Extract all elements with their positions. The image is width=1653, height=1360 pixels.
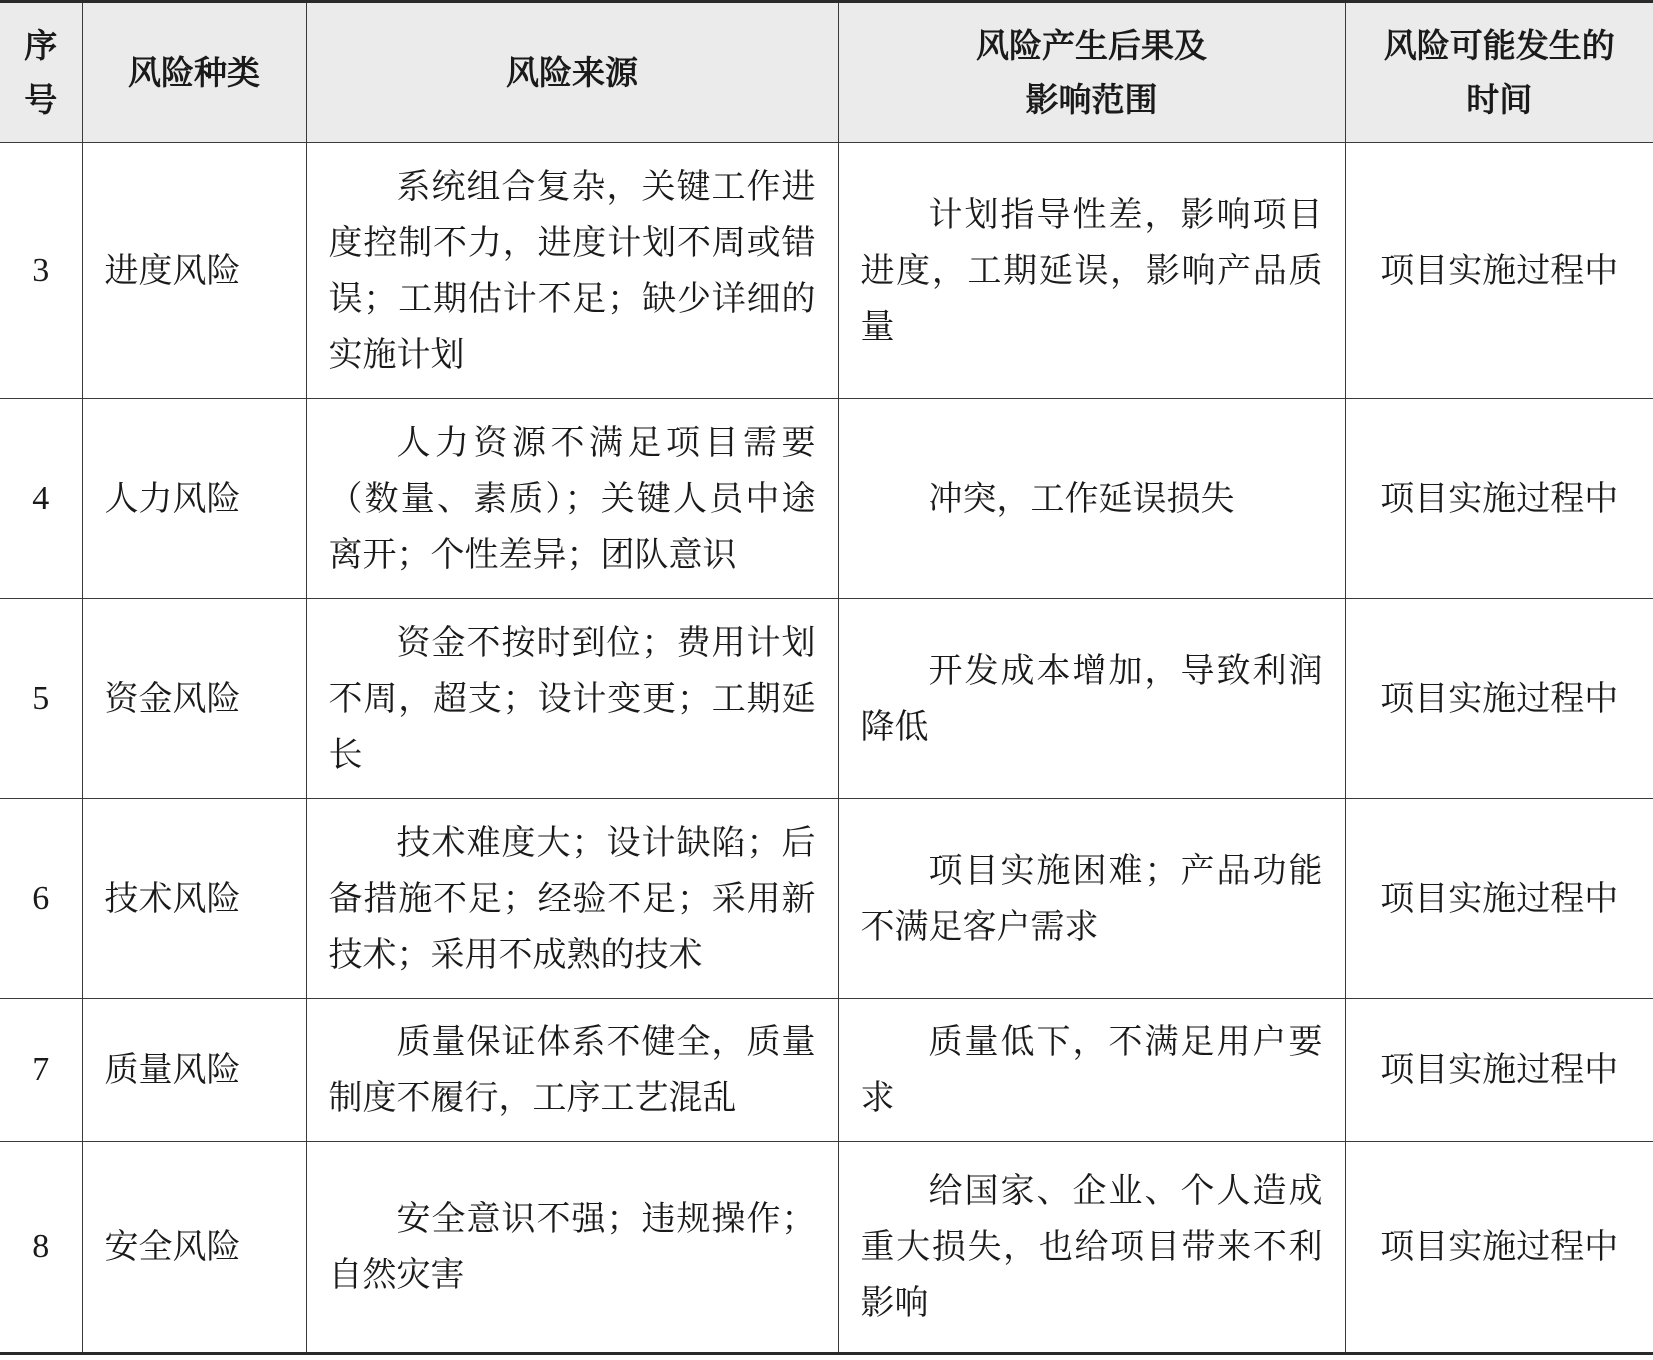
cell-source: 安全意识不强；违规操作；自然灾害 (306, 1142, 838, 1354)
header-no (0, 2, 82, 143)
cell-no: 7 (0, 999, 82, 1142)
cell-type: 进度风险 (82, 143, 306, 399)
header-type-label: 风险种类 (128, 52, 260, 92)
header-row (0, 2, 1653, 143)
cell-type: 安全风险 (82, 1142, 306, 1354)
header-effect-label: 风险产生后果及影响范围 (976, 25, 1207, 119)
cell-effect: 计划指导性差，影响项目进度，工期延误，影响产品质量 (838, 143, 1345, 399)
cell-effect: 项目实施困难；产品功能不满足客户需求 (838, 799, 1345, 999)
cell-time: 项目实施过程中 (1345, 599, 1653, 799)
cell-time: 项目实施过程中 (1345, 143, 1653, 399)
table-row (0, 143, 1653, 399)
cell-source: 人力资源不满足项目需要（数量、素质）；关键人员中途离开；个性差异；团队意识 (306, 399, 838, 599)
cell-effect: 冲突，工作延误损失 (838, 399, 1345, 599)
header-time-label: 风险可能发生的时间 (1383, 25, 1615, 119)
header-source (306, 2, 838, 143)
table-row (0, 599, 1653, 799)
cell-source: 系统组合复杂，关键工作进度控制不力，进度计划不周或错误；工期估计不足；缺少详细的实施计划 (306, 143, 838, 399)
cell-type: 质量风险 (82, 999, 306, 1142)
cell-time: 项目实施过程中 (1345, 799, 1653, 999)
cell-type: 资金风险 (82, 599, 306, 799)
table-header (0, 2, 1653, 143)
cell-type: 人力风险 (82, 399, 306, 599)
header-source-label: 风险来源 (506, 52, 638, 92)
cell-source: 技术难度大；设计缺陷；后备措施不足；经验不足；采用新技术；采用不成熟的技术 (306, 799, 838, 999)
cell-time: 项目实施过程中 (1345, 999, 1653, 1142)
cell-source: 质量保证体系不健全，质量制度不履行，工序工艺混乱 (306, 999, 838, 1142)
cell-source: 资金不按时到位；费用计划不周，超支；设计变更；工期延长 (306, 599, 838, 799)
cell-time: 项目实施过程中 (1345, 1142, 1653, 1354)
header-effect (838, 2, 1345, 143)
cell-effect: 开发成本增加，导致利润降低 (838, 599, 1345, 799)
cell-no: 5 (0, 599, 82, 799)
header-time (1345, 2, 1653, 143)
cell-no: 8 (0, 1142, 82, 1354)
cell-effect: 给国家、企业、个人造成重大损失，也给项目带来不利影响 (838, 1142, 1345, 1354)
cell-effect: 质量低下，不满足用户要求 (838, 999, 1345, 1142)
cell-no: 3 (0, 143, 82, 399)
cell-time: 项目实施过程中 (1345, 399, 1653, 599)
table-body (0, 143, 1653, 1354)
header-no-label: 序号 (24, 25, 58, 119)
cell-no: 6 (0, 799, 82, 999)
table-row (0, 799, 1653, 999)
table-row (0, 1142, 1653, 1354)
header-type (82, 2, 306, 143)
table-row (0, 999, 1653, 1142)
table-row (0, 399, 1653, 599)
cell-no: 4 (0, 399, 82, 599)
cell-type: 技术风险 (82, 799, 306, 999)
